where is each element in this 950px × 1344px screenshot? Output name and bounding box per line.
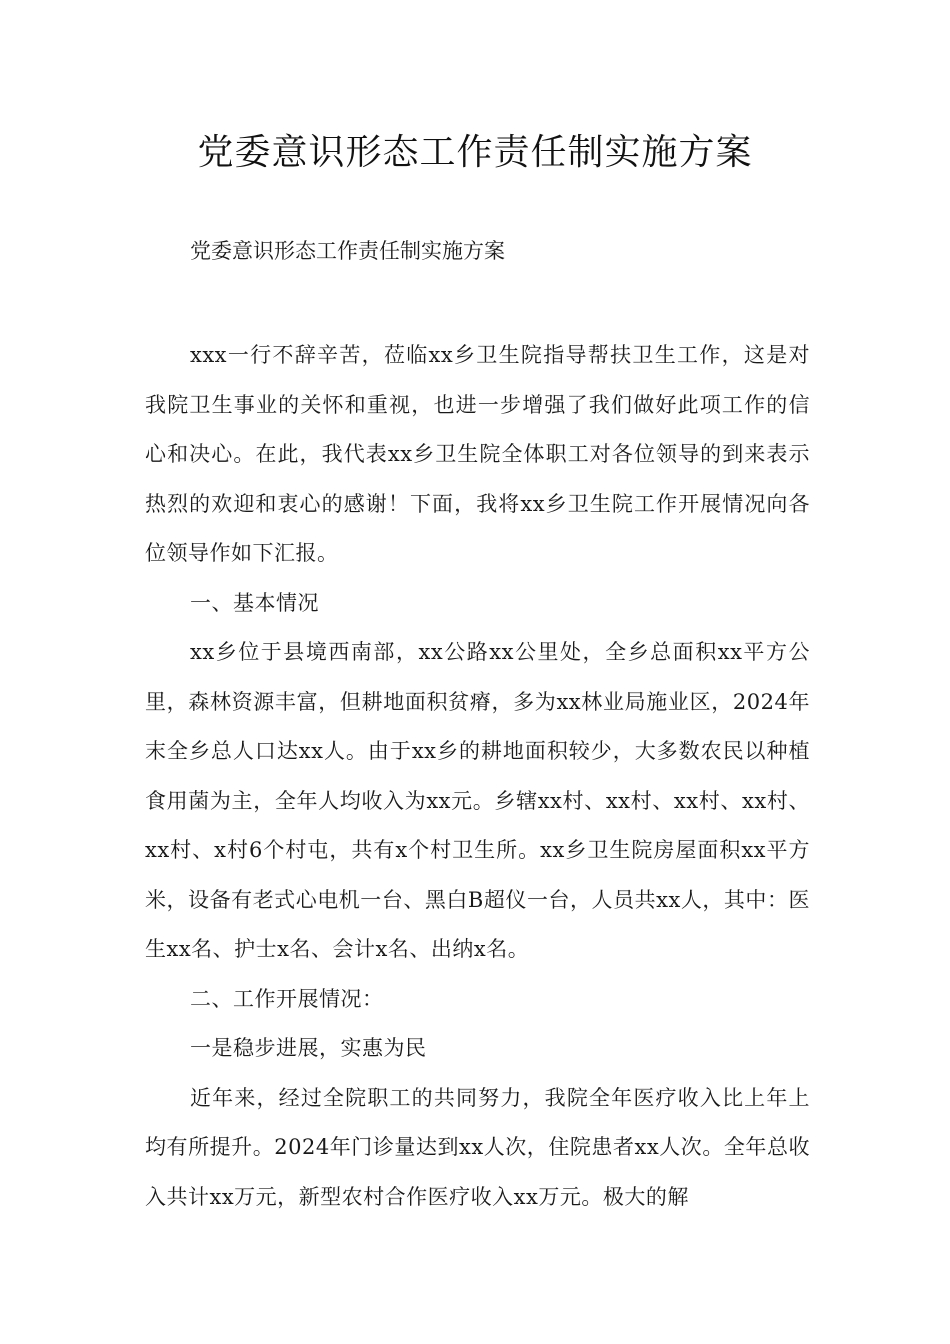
section-heading-basic-situation: 一、基本情况 [190, 590, 319, 615]
document-subtitle: 党委意识形态工作责任制实施方案 [190, 239, 505, 263]
paragraph-intro: xxx一行不辞辛苦，莅临xx乡卫生院指导帮扶卫生工作，这是对我院卫生事业的关怀和重视，也进一步增强了我们做好此项工作的信心和决心。在此，我代表xx乡卫生院全体职工对各位领导的到来表示热烈的欢迎和衷心的感谢！下面，我将xx乡卫生院工作开展情况向各位领导作如下汇报。 [145, 343, 810, 565]
paragraph-recent-years: 近年来，经过全院职工的共同努力，我院全年医疗收入比上年上均有所提升。2024年门诊量达到xx人次，住院患者xx人次。全年总收入共计xx万元，新型农村合作医疗收入xx万元。极大的解 [145, 1085, 810, 1209]
document-title: 党委意识形态工作责任制实施方案 [197, 132, 753, 173]
subheading-steady-progress: 一是稳步进展，实惠为民 [190, 1036, 427, 1060]
document-body [145, 331, 810, 1222]
section-heading-work-progress: 二、工作开展情况： [190, 986, 384, 1011]
paragraph-basic-situation: xx乡位于县境西南部，xx公路xx公里处，全乡总面积xx平方公里，森林资源丰富，但耕地面积贫瘠，多为xx林业局施业区，2024年末全乡总人口达xx人。由于xx乡的耕地面积较少，大多数农民以种植食用菌为主，全年人均收入为xx元。乡辖xx村、xx村、xx村、xx村、xx村、x村6个村屯，共有x个村卫生所。xx乡卫生院房屋面积xx平方米，设备有老式心电机一台、黑白B超仪一台，人员共xx人，其中：医生xx名、护士x名、会计x名、出纳x名。 [145, 640, 810, 961]
